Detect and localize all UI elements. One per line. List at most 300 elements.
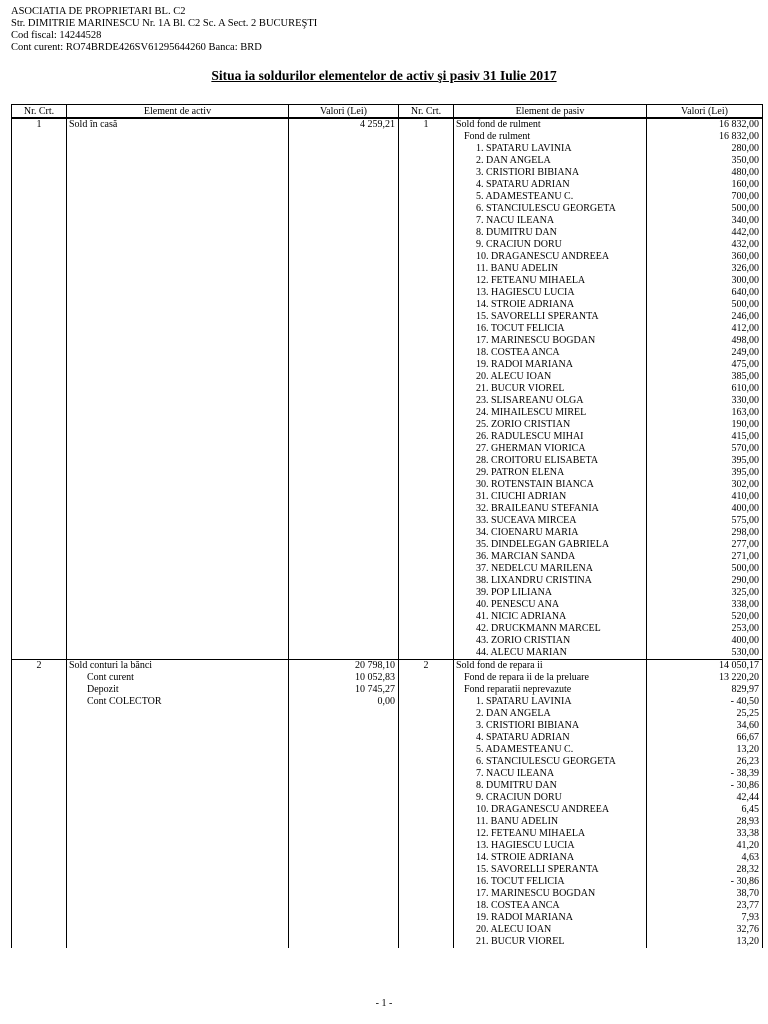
pasiv-sub-value: 13 220,20 bbox=[647, 672, 763, 684]
empty-cell bbox=[67, 864, 289, 876]
empty-cell bbox=[12, 623, 67, 635]
empty-cell bbox=[289, 924, 399, 936]
person-value: 23,77 bbox=[647, 900, 763, 912]
activ-label: Sold conturi la bănci bbox=[67, 660, 289, 673]
empty-cell bbox=[67, 804, 289, 816]
person-value: 302,00 bbox=[647, 479, 763, 491]
person-value: 575,00 bbox=[647, 515, 763, 527]
empty-cell bbox=[289, 708, 399, 720]
empty-cell bbox=[399, 888, 454, 900]
empty-cell bbox=[399, 623, 454, 635]
empty-cell bbox=[67, 708, 289, 720]
person-name: 20. ALECU IOAN bbox=[454, 371, 647, 383]
table-row bbox=[12, 191, 763, 203]
empty-cell bbox=[399, 347, 454, 359]
empty-cell bbox=[67, 167, 289, 179]
empty-cell bbox=[67, 744, 289, 756]
empty-cell bbox=[12, 599, 67, 611]
person-value: 610,00 bbox=[647, 383, 763, 395]
table-row bbox=[12, 816, 763, 828]
table-row bbox=[12, 479, 763, 491]
empty-cell bbox=[289, 840, 399, 852]
person-name: 36. MARCIAN SANDA bbox=[454, 551, 647, 563]
person-value: 41,20 bbox=[647, 840, 763, 852]
person-name: 6. STANCIULESCU GEORGETA bbox=[454, 203, 647, 215]
empty-cell bbox=[289, 756, 399, 768]
empty-cell bbox=[399, 672, 454, 684]
table-row bbox=[12, 768, 763, 780]
empty-cell bbox=[289, 335, 399, 347]
empty-cell bbox=[289, 635, 399, 647]
col-nr-pasiv: Nr. Crt. bbox=[399, 105, 454, 119]
person-name: 17. MARINESCU BOGDAN bbox=[454, 335, 647, 347]
col-valori-pasiv: Valori (Lei) bbox=[647, 105, 763, 119]
empty-cell bbox=[289, 900, 399, 912]
bank-account: Cont curent: RO74BRDE426SV61295644260 Banca: BRD bbox=[11, 42, 262, 53]
empty-cell bbox=[289, 611, 399, 623]
empty-cell bbox=[67, 323, 289, 335]
empty-cell bbox=[399, 599, 454, 611]
empty-cell bbox=[289, 311, 399, 323]
empty-cell bbox=[399, 720, 454, 732]
empty-cell bbox=[399, 443, 454, 455]
empty-cell bbox=[289, 491, 399, 503]
empty-cell bbox=[289, 467, 399, 479]
person-name: 28. CROITORU ELISABETA bbox=[454, 455, 647, 467]
empty-cell bbox=[289, 888, 399, 900]
table-row bbox=[12, 720, 763, 732]
empty-cell bbox=[289, 359, 399, 371]
person-name: 42. DRUCKMANN MARCEL bbox=[454, 623, 647, 635]
empty-cell bbox=[289, 792, 399, 804]
person-name: 4. SPATARU ADRIAN bbox=[454, 179, 647, 191]
table-row bbox=[12, 179, 763, 191]
table-row bbox=[12, 299, 763, 311]
person-value: 280,00 bbox=[647, 143, 763, 155]
empty-cell bbox=[399, 840, 454, 852]
table-row bbox=[12, 912, 763, 924]
person-value: 34,60 bbox=[647, 720, 763, 732]
empty-cell bbox=[289, 744, 399, 756]
empty-cell bbox=[399, 684, 454, 696]
person-name: 5. ADAMESTEANU C. bbox=[454, 191, 647, 203]
document-title: Situa ia soldurilor elementelor de activ şi pasiv 31 Iulie 2017 bbox=[211, 68, 557, 83]
person-value: 385,00 bbox=[647, 371, 763, 383]
empty-cell bbox=[67, 587, 289, 599]
empty-cell bbox=[289, 623, 399, 635]
person-name: 11. BANU ADELIN bbox=[454, 263, 647, 275]
empty-cell bbox=[12, 131, 67, 143]
empty-cell bbox=[399, 936, 454, 948]
person-value: 42,44 bbox=[647, 792, 763, 804]
person-name: 37. NEDELCU MARILENA bbox=[454, 563, 647, 575]
pasiv-sub-label: Fond de rulment bbox=[454, 131, 647, 143]
person-value: 26,23 bbox=[647, 756, 763, 768]
person-name: 8. DUMITRU DAN bbox=[454, 780, 647, 792]
person-name: 39. POP LILIANA bbox=[454, 587, 647, 599]
table-row bbox=[12, 563, 763, 575]
col-element-activ: Element de activ bbox=[67, 105, 289, 119]
empty-cell bbox=[67, 720, 289, 732]
table-row bbox=[12, 696, 763, 708]
empty-cell bbox=[12, 696, 67, 708]
person-value: 13,20 bbox=[647, 744, 763, 756]
person-name: 2. DAN ANGELA bbox=[454, 708, 647, 720]
empty-cell bbox=[289, 732, 399, 744]
person-value: 38,70 bbox=[647, 888, 763, 900]
person-value: 6,45 bbox=[647, 804, 763, 816]
empty-cell bbox=[67, 299, 289, 311]
empty-cell bbox=[289, 455, 399, 467]
empty-cell bbox=[67, 876, 289, 888]
empty-cell bbox=[67, 888, 289, 900]
empty-cell bbox=[12, 239, 67, 251]
empty-cell bbox=[12, 539, 67, 551]
table-row bbox=[12, 431, 763, 443]
empty-cell bbox=[12, 143, 67, 155]
person-name: 11. BANU ADELIN bbox=[454, 816, 647, 828]
empty-cell bbox=[67, 479, 289, 491]
empty-cell bbox=[12, 251, 67, 263]
person-value: - 30,86 bbox=[647, 876, 763, 888]
empty-cell bbox=[67, 936, 289, 948]
person-name: 29. PATRON ELENA bbox=[454, 467, 647, 479]
person-value: 66,67 bbox=[647, 732, 763, 744]
empty-cell bbox=[12, 359, 67, 371]
empty-cell bbox=[12, 876, 67, 888]
empty-cell bbox=[289, 203, 399, 215]
empty-cell bbox=[289, 864, 399, 876]
empty-cell bbox=[289, 876, 399, 888]
person-name: 18. COSTEA ANCA bbox=[454, 347, 647, 359]
table-row bbox=[12, 852, 763, 864]
empty-cell bbox=[289, 563, 399, 575]
activ-sub-value: 10 052,83 bbox=[289, 672, 399, 684]
empty-cell bbox=[12, 371, 67, 383]
person-name: 10. DRAGANESCU ANDREEA bbox=[454, 251, 647, 263]
person-value: 290,00 bbox=[647, 575, 763, 587]
person-name: 1. SPATARU LAVINIA bbox=[454, 696, 647, 708]
table-row bbox=[12, 527, 763, 539]
empty-cell bbox=[12, 732, 67, 744]
empty-cell bbox=[399, 215, 454, 227]
table-row bbox=[12, 335, 763, 347]
person-value: 300,00 bbox=[647, 275, 763, 287]
empty-cell bbox=[12, 515, 67, 527]
empty-cell bbox=[67, 816, 289, 828]
empty-cell bbox=[67, 900, 289, 912]
empty-cell bbox=[12, 756, 67, 768]
empty-cell bbox=[12, 455, 67, 467]
empty-cell bbox=[12, 768, 67, 780]
activ-value: 20 798,10 bbox=[289, 660, 399, 673]
person-name: 17. MARINESCU BOGDAN bbox=[454, 888, 647, 900]
empty-cell bbox=[289, 852, 399, 864]
table-row bbox=[12, 311, 763, 323]
person-name: 12. FETEANU MIHAELA bbox=[454, 275, 647, 287]
empty-cell bbox=[399, 203, 454, 215]
empty-cell bbox=[399, 143, 454, 155]
person-value: 160,00 bbox=[647, 179, 763, 191]
table-row bbox=[12, 876, 763, 888]
table-row bbox=[12, 900, 763, 912]
empty-cell bbox=[67, 732, 289, 744]
empty-cell bbox=[399, 635, 454, 647]
empty-cell bbox=[12, 347, 67, 359]
table-row bbox=[12, 131, 763, 143]
empty-cell bbox=[399, 227, 454, 239]
person-value: 4,63 bbox=[647, 852, 763, 864]
empty-cell bbox=[67, 311, 289, 323]
page-number: - 1 - bbox=[375, 998, 393, 1009]
empty-cell bbox=[67, 467, 289, 479]
empty-cell bbox=[399, 852, 454, 864]
table-header-row bbox=[12, 105, 763, 119]
person-value: 400,00 bbox=[647, 635, 763, 647]
person-value: - 40,50 bbox=[647, 696, 763, 708]
empty-cell bbox=[399, 912, 454, 924]
person-name: 43. ZORIO CRISTIAN bbox=[454, 635, 647, 647]
person-value: 480,00 bbox=[647, 167, 763, 179]
table-row bbox=[12, 708, 763, 720]
empty-cell bbox=[289, 647, 399, 660]
person-value: 395,00 bbox=[647, 455, 763, 467]
empty-cell bbox=[289, 575, 399, 587]
person-value: 190,00 bbox=[647, 419, 763, 431]
person-name: 13. HAGIESCU LUCIA bbox=[454, 287, 647, 299]
empty-cell bbox=[67, 203, 289, 215]
person-name: 23. SLISAREANU OLGA bbox=[454, 395, 647, 407]
empty-cell bbox=[289, 599, 399, 611]
empty-cell bbox=[12, 551, 67, 563]
empty-cell bbox=[67, 828, 289, 840]
person-value: 325,00 bbox=[647, 587, 763, 599]
empty-cell bbox=[399, 587, 454, 599]
pasiv-sub-value: 16 832,00 bbox=[647, 131, 763, 143]
activ-nr: 1 bbox=[12, 118, 67, 131]
empty-cell bbox=[289, 539, 399, 551]
empty-cell bbox=[67, 924, 289, 936]
empty-cell bbox=[289, 167, 399, 179]
person-name: 27. GHERMAN VIORICA bbox=[454, 443, 647, 455]
empty-cell bbox=[399, 167, 454, 179]
empty-cell bbox=[399, 131, 454, 143]
table-row bbox=[12, 672, 763, 684]
person-name: 12. FETEANU MIHAELA bbox=[454, 828, 647, 840]
col-element-pasiv: Element de pasiv bbox=[454, 105, 647, 119]
empty-cell bbox=[12, 647, 67, 660]
person-value: 330,00 bbox=[647, 395, 763, 407]
empty-cell bbox=[67, 239, 289, 251]
person-name: 30. ROTENSTAIN BIANCA bbox=[454, 479, 647, 491]
empty-cell bbox=[289, 515, 399, 527]
empty-cell bbox=[399, 407, 454, 419]
person-name: 18. COSTEA ANCA bbox=[454, 900, 647, 912]
person-name: 31. CIUCHI ADRIAN bbox=[454, 491, 647, 503]
empty-cell bbox=[12, 287, 67, 299]
person-name: 26. RADULESCU MIHAI bbox=[454, 431, 647, 443]
table-row bbox=[12, 118, 763, 131]
empty-cell bbox=[289, 383, 399, 395]
empty-cell bbox=[399, 551, 454, 563]
empty-cell bbox=[67, 263, 289, 275]
empty-cell bbox=[12, 431, 67, 443]
person-name: 3. CRISTIORI BIBIANA bbox=[454, 167, 647, 179]
person-value: 432,00 bbox=[647, 239, 763, 251]
person-value: 33,38 bbox=[647, 828, 763, 840]
person-value: 28,93 bbox=[647, 816, 763, 828]
person-name: 9. CRACIUN DORU bbox=[454, 239, 647, 251]
fiscal-code: Cod fiscal: 14244528 bbox=[11, 30, 102, 41]
empty-cell bbox=[399, 756, 454, 768]
empty-cell bbox=[67, 563, 289, 575]
table-row bbox=[12, 756, 763, 768]
empty-cell bbox=[289, 419, 399, 431]
empty-cell bbox=[289, 828, 399, 840]
empty-cell bbox=[67, 251, 289, 263]
person-name: 33. SUCEAVA MIRCEA bbox=[454, 515, 647, 527]
table-row bbox=[12, 684, 763, 696]
person-value: 326,00 bbox=[647, 263, 763, 275]
person-value: 298,00 bbox=[647, 527, 763, 539]
person-value: 570,00 bbox=[647, 443, 763, 455]
person-value: 640,00 bbox=[647, 287, 763, 299]
person-name: 19. RADOI MARIANA bbox=[454, 359, 647, 371]
empty-cell bbox=[399, 575, 454, 587]
person-value: 500,00 bbox=[647, 203, 763, 215]
empty-cell bbox=[289, 191, 399, 203]
empty-cell bbox=[12, 191, 67, 203]
table-row bbox=[12, 395, 763, 407]
empty-cell bbox=[399, 419, 454, 431]
table-row bbox=[12, 503, 763, 515]
empty-cell bbox=[12, 563, 67, 575]
empty-cell bbox=[12, 611, 67, 623]
empty-cell bbox=[399, 359, 454, 371]
empty-cell bbox=[289, 263, 399, 275]
person-value: 25,25 bbox=[647, 708, 763, 720]
empty-cell bbox=[12, 900, 67, 912]
person-name: 15. SAVORELLI SPERANTA bbox=[454, 864, 647, 876]
empty-cell bbox=[399, 239, 454, 251]
empty-cell bbox=[12, 672, 67, 684]
person-name: 34. CIOENARU MARIA bbox=[454, 527, 647, 539]
empty-cell bbox=[399, 383, 454, 395]
empty-cell bbox=[12, 503, 67, 515]
association-header bbox=[11, 6, 317, 54]
table-row bbox=[12, 167, 763, 179]
empty-cell bbox=[67, 419, 289, 431]
table-row bbox=[12, 840, 763, 852]
empty-cell bbox=[67, 143, 289, 155]
empty-cell bbox=[399, 335, 454, 347]
empty-cell bbox=[67, 191, 289, 203]
person-value: 340,00 bbox=[647, 215, 763, 227]
person-value: 277,00 bbox=[647, 539, 763, 551]
empty-cell bbox=[289, 395, 399, 407]
empty-cell bbox=[289, 804, 399, 816]
pasiv-value: 14 050,17 bbox=[647, 660, 763, 673]
pasiv-label: Sold fond de rulment bbox=[454, 118, 647, 131]
empty-cell bbox=[399, 431, 454, 443]
pasiv-nr: 1 bbox=[399, 118, 454, 131]
empty-cell bbox=[67, 551, 289, 563]
pasiv-sub-label: Fond de repara ii de la preluare bbox=[454, 672, 647, 684]
empty-cell bbox=[289, 227, 399, 239]
empty-cell bbox=[12, 720, 67, 732]
empty-cell bbox=[399, 155, 454, 167]
person-name: 3. CRISTIORI BIBIANA bbox=[454, 720, 647, 732]
empty-cell bbox=[67, 503, 289, 515]
empty-cell bbox=[399, 780, 454, 792]
empty-cell bbox=[12, 407, 67, 419]
empty-cell bbox=[289, 503, 399, 515]
empty-cell bbox=[399, 696, 454, 708]
empty-cell bbox=[289, 780, 399, 792]
person-name: 13. HAGIESCU LUCIA bbox=[454, 840, 647, 852]
empty-cell bbox=[289, 347, 399, 359]
table-row bbox=[12, 804, 763, 816]
empty-cell bbox=[289, 431, 399, 443]
person-name: 32. BRAILEANU STEFANIA bbox=[454, 503, 647, 515]
empty-cell bbox=[399, 900, 454, 912]
empty-cell bbox=[67, 179, 289, 191]
table-row bbox=[12, 275, 763, 287]
person-value: 253,00 bbox=[647, 623, 763, 635]
table-row bbox=[12, 732, 763, 744]
empty-cell bbox=[399, 263, 454, 275]
table-row bbox=[12, 143, 763, 155]
empty-cell bbox=[12, 479, 67, 491]
person-value: 13,20 bbox=[647, 936, 763, 948]
empty-cell bbox=[289, 131, 399, 143]
person-name: 40. PENESCU ANA bbox=[454, 599, 647, 611]
empty-cell bbox=[67, 455, 289, 467]
person-value: - 38,39 bbox=[647, 768, 763, 780]
empty-cell bbox=[399, 371, 454, 383]
empty-cell bbox=[289, 912, 399, 924]
table-row bbox=[12, 515, 763, 527]
empty-cell bbox=[289, 768, 399, 780]
empty-cell bbox=[399, 864, 454, 876]
empty-cell bbox=[12, 924, 67, 936]
empty-cell bbox=[67, 275, 289, 287]
empty-cell bbox=[12, 816, 67, 828]
empty-cell bbox=[399, 479, 454, 491]
empty-cell bbox=[12, 227, 67, 239]
person-name: 7. NACU ILEANA bbox=[454, 768, 647, 780]
empty-cell bbox=[12, 840, 67, 852]
empty-cell bbox=[399, 191, 454, 203]
activ-sub-value: 0,00 bbox=[289, 696, 399, 708]
empty-cell bbox=[399, 647, 454, 660]
person-value: 520,00 bbox=[647, 611, 763, 623]
table-row bbox=[12, 359, 763, 371]
person-name: 5. ADAMESTEANU C. bbox=[454, 744, 647, 756]
empty-cell bbox=[12, 587, 67, 599]
col-valori-activ: Valori (Lei) bbox=[289, 105, 399, 119]
table-row bbox=[12, 251, 763, 263]
empty-cell bbox=[289, 479, 399, 491]
person-name: 41. NICIC ADRIANA bbox=[454, 611, 647, 623]
person-value: 350,00 bbox=[647, 155, 763, 167]
person-value: 500,00 bbox=[647, 563, 763, 575]
empty-cell bbox=[67, 539, 289, 551]
empty-cell bbox=[12, 804, 67, 816]
activ-sub-value: 10 745,27 bbox=[289, 684, 399, 696]
empty-cell bbox=[12, 888, 67, 900]
table-row bbox=[12, 635, 763, 647]
